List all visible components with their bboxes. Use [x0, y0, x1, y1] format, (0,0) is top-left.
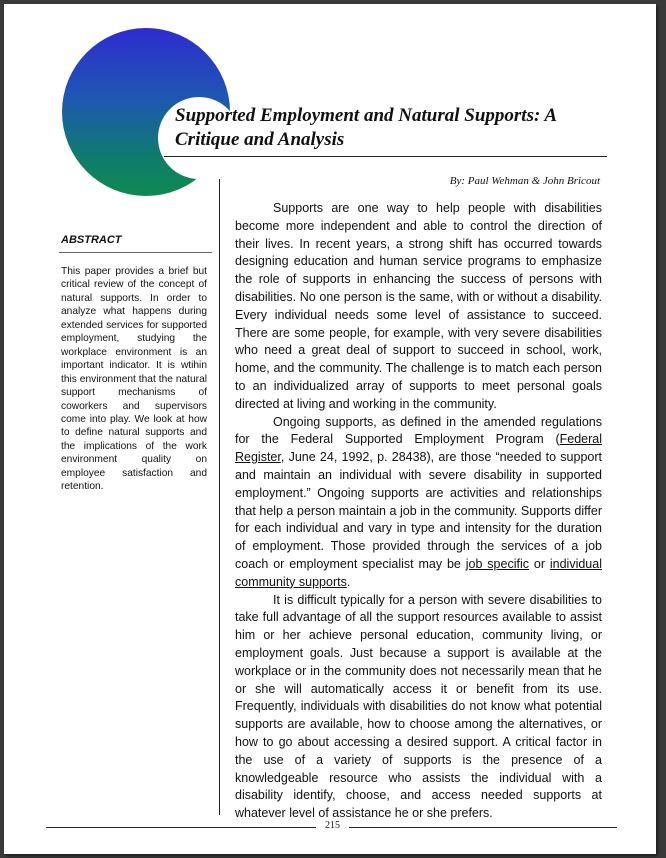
body-paragraph-1: Supports are one way to help people with disabilities become more independent and able to control the direction of their lives. In recent years, a strong shift has occurred towards designing education and human service programs to emphasize the role of supports in enhancing the success of persons with disabilities. No one person is the same, with or without a disability. Every individual needs some level of assistance to succeed. There are some people, for example, with very severe disabilities who need a great deal of support to succeed in school, work, home, and the community. The challenge is to match each person to an individualized array of supports to meet personal goals directed at living and working in the community. [235, 201, 602, 411]
abstract-heading: ABSTRACT [61, 234, 122, 246]
paragraph-2-connector: or [529, 556, 550, 571]
article-title: Supported Employment and Natural Supports: A Critique and Analysis [175, 105, 556, 150]
body-paragraph-3: It is difficult typically for a person with severe disabilities to take full advantage of all the support resources available to assist him or her achieve personal education, community living, or employment goals. Just because a support is available at the workplace or in the community does not necessarily mean that he or she will automatically access it or benefit from its use. Frequently, individuals with disabilities do not know what potential supports are available, how to choose among the alternatives, or how to go about accessing a desired support. A critical factor in the use of a variety of supports is the presence of a knowledgeable resource who assists the individual with a disability identify, choose, and access needed supports at whatever level of assistance he or she prefers. [235, 592, 602, 821]
column-divider [219, 179, 220, 815]
article-body [235, 200, 602, 823]
footer-rule-right [349, 827, 617, 828]
abstract-divider [59, 252, 212, 253]
paragraph-2-main: , June 24, 1992, p. 28438), are those “needed to support and maintain an individual with severe disability in supported employment.” Ongoing supports are activities and relationships that help a person maintain a job in the community. Supports differ for each individual and vary in type and intensity for the duration of employment. Those provided through the services of a job coach or employment specialist may be [235, 450, 602, 571]
individual-community-supports-term: individual community supports [235, 556, 602, 589]
job-specific-term: job specific [465, 556, 529, 571]
footer-rule-left [46, 827, 316, 828]
page-number: 215 [325, 820, 340, 831]
body-paragraph-2 [235, 414, 602, 592]
title-divider [164, 156, 607, 157]
paragraph-2-intro: Ongoing supports, as defined in the amended regulations for the Federal Supported Employment Program ( [235, 414, 602, 447]
paragraph-2-end: . [346, 574, 351, 589]
document-page [4, 4, 656, 854]
abstract-text: This paper provides a brief but critical review of the concept of natural supports. In order to analyze what happens during extended services for supported employment, studying the workplace environment is an important indicator. It is wtihin this environment that the natural support mechanisms of coworkers and supervisors come into play. We look at how to define natural supports and the implications of the work environment quality on employee satisfaction and retention. [61, 266, 207, 493]
article-authors: By: Paul Wehman & John Bricout [449, 175, 600, 187]
federal-register-citation: Federal Register [235, 432, 602, 465]
